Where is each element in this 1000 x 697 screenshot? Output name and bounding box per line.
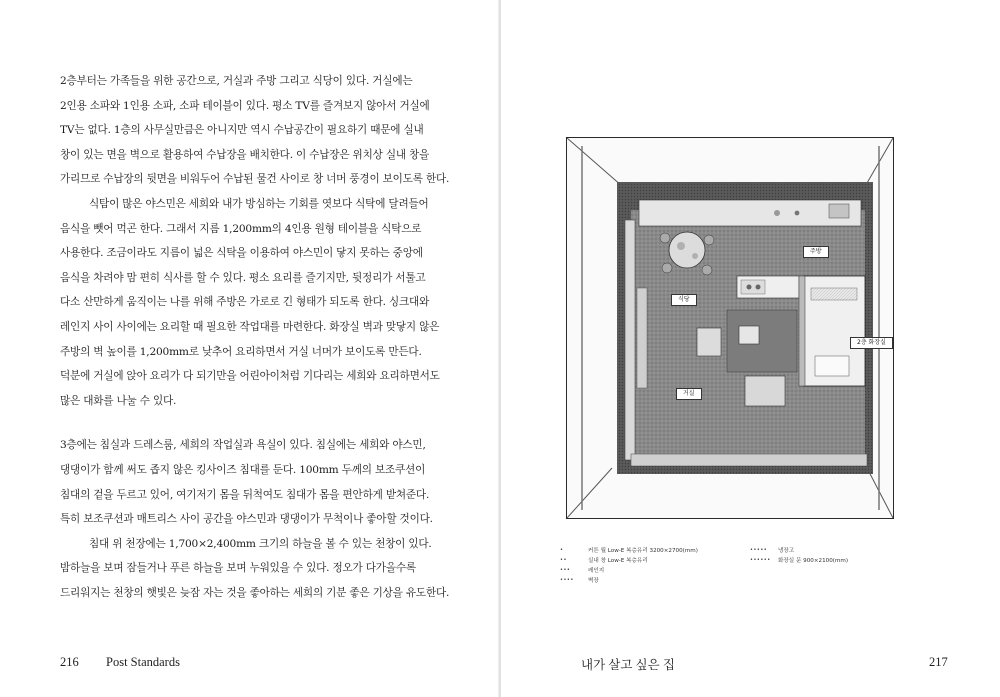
left-page <box>0 0 499 697</box>
paragraph-floor-3 <box>60 433 450 605</box>
text-line: 밤하늘을 보며 잠들거나 푸른 하늘을 보며 누워있을 수 있다. 정오가 다가올수록 <box>60 562 416 575</box>
legend-label: 냉장고 <box>778 548 795 554</box>
page-number: 216 <box>60 655 79 669</box>
legend-item <box>560 545 698 555</box>
room-label-bathroom: 2층 화장실 <box>850 337 893 349</box>
text-line: TV는 없다. 1층의 사무실만큼은 아니지만 역시 수납공간이 필요하기 때문에 실내 <box>60 124 424 137</box>
text-line: 2층부터는 가족들을 위한 공간으로, 거실과 주방 그리고 식당이 있다. 거실에는 <box>60 75 413 87</box>
text-line: 음식을 차려야 맘 편히 식사를 할 수 있다. 평소 요리를 즐기지만, 뒷정리가 서툴고 <box>60 271 426 284</box>
text-line: 침대 위 천장에는 1,700×2,400mm 크기의 하늘을 볼 수 있는 천창이 있다. <box>89 537 432 550</box>
text-line: 댕댕이가 함께 써도 좁지 않은 킹사이즈 침대를 둔다. 100mm 두께의 보조쿠션이 <box>60 463 426 476</box>
text-line: 드리워지는 천창의 햇빛은 늦잠 자는 것을 좋아하는 세희의 기분 좋은 기상을 유도한다. <box>60 586 450 599</box>
legend-label: 레인지 <box>588 568 605 574</box>
legend-marker: •• <box>560 557 567 563</box>
text-line: 사용한다. 조금이라도 지름이 넓은 식탁을 이용하여 야스민이 닿지 못하는 중앙에 <box>60 247 423 260</box>
legend-column <box>560 545 698 585</box>
floor-plan-drawing <box>567 138 893 518</box>
legend-label: 실내 창 Low-E 복층유리 <box>588 558 648 564</box>
legend-label: 커튼 월 Low-E 복층유리 3200×2700(mm) <box>588 548 698 554</box>
text-line: 덕분에 거실에 앉아 요리가 다 되기만을 어린아이처럼 기다리는 세희와 요리하면서도 <box>60 370 440 383</box>
page-number: 217 <box>929 655 948 669</box>
legend-marker: ••• <box>560 567 571 573</box>
floor-plan-illustration <box>566 137 894 519</box>
text-line: 특히 보조쿠션과 매트리스 사이 공간을 야스민과 댕댕이가 무척이나 좋아할 것이다. <box>60 513 433 526</box>
text-line: 식탐이 많은 야스민은 세희와 내가 방심하는 기회를 엿보다 식탁에 달려들어 <box>89 197 429 210</box>
legend-item <box>560 565 698 575</box>
text-line: 2인용 소파와 1인용 소파, 소파 테이블이 있다. 평소 TV를 즐겨보지 않아서 거실에 <box>60 99 430 112</box>
legend-item <box>560 555 698 565</box>
room-label-dining: 식당 <box>671 294 697 306</box>
legend-marker: •••••• <box>750 557 771 563</box>
text-line: 창이 있는 면을 벽으로 활용하여 수납장을 배치한다. 이 수납장은 위치상 실내 창을 <box>60 148 430 161</box>
text-line: 레인지 사이 사이에는 요리할 때 필요한 작업대를 마련한다. 화장실 벽과 맞닿지 않은 <box>60 320 440 333</box>
legend-item <box>750 545 848 555</box>
text-line: 다소 산만하게 움직이는 나를 위해 주방은 가로로 긴 형태가 되도록 한다. 싱크대와 <box>60 296 430 309</box>
legend-column <box>750 545 848 565</box>
body-text <box>60 69 450 625</box>
text-line: 가리므로 수납장의 뒷면을 비워두어 수납된 물건 사이로 창 너머 풍경이 보이도록 한다. <box>60 173 450 186</box>
legend-label: 화장실 문 900×2100(mm) <box>778 558 849 564</box>
text-line: 침대의 겉을 두르고 있어, 여기저기 몸을 뒤척여도 침대가 몸을 편안하게 받쳐준다. <box>60 488 430 501</box>
room-label-living: 거실 <box>676 388 702 400</box>
legend-item <box>560 575 698 585</box>
running-title: Post Standards <box>106 655 180 669</box>
text-line: 많은 대화를 나눌 수 있다. <box>60 394 177 407</box>
paragraph-floor-2 <box>60 69 450 413</box>
legend-label: 벽장 <box>588 578 599 584</box>
running-title: 내가 살고 싶은 집 <box>581 658 675 672</box>
text-line: 음식을 뺏어 먹곤 한다. 그래서 지름 1,200mm의 4인용 원형 테이블을 식탁으로 <box>60 222 422 235</box>
legend-marker: • <box>560 547 564 553</box>
legend-marker: •••• <box>560 577 574 583</box>
room-label-kitchen: 주방 <box>803 246 829 258</box>
text-line: 주방의 벽 높이를 1,200mm로 낮추어 요리하면서 거실 너머가 보이도록 만든다. <box>60 345 422 358</box>
legend-item <box>750 555 848 565</box>
legend-marker: ••••• <box>750 547 768 553</box>
text-line: 3층에는 침실과 드레스룸, 세희의 작업실과 욕실이 있다. 침실에는 세희와 야스민, <box>60 439 426 452</box>
